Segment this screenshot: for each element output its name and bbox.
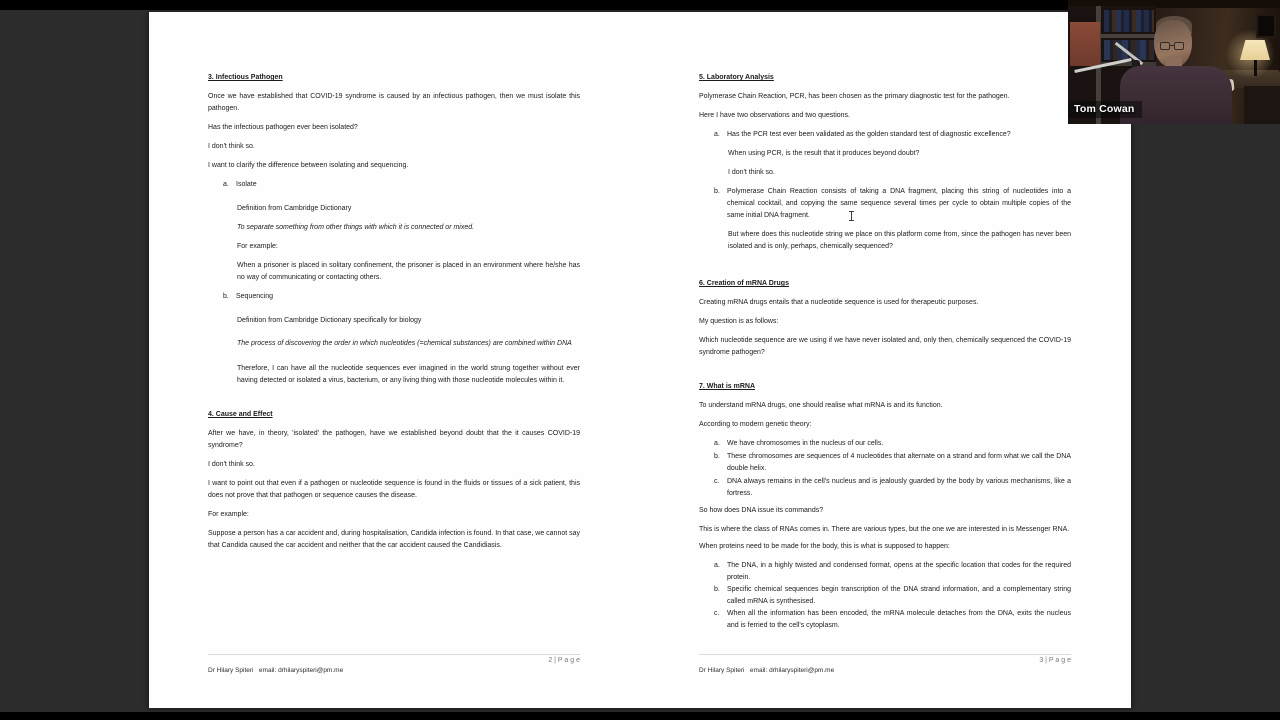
list-marker: a. <box>714 131 720 138</box>
page-number: 2 | P a g e <box>548 657 580 664</box>
doc-paragraph: This is where the class of RNAs comes in. There are various types, but the one we are interested in is Messenger RNA. <box>699 526 1070 533</box>
doc-paragraph: My question is as follows: <box>699 318 779 325</box>
doc-heading: 3. Infectious Pathogen <box>208 74 283 81</box>
page-3-footer <box>699 654 1071 674</box>
shared-document <box>149 12 1131 708</box>
doc-paragraph: Suppose a person has a car accident and, during hospitalisation, Candida infection is found. In that case, we cannot say that Candida caused the car accident and neither that the car accident caused the Candidiasis. <box>208 530 581 549</box>
doc-sub-paragraph: The process of discovering the order in which nucleotides (=chemical substances) are combined within DNA <box>237 340 572 347</box>
doc-paragraph: Creating mRNA drugs entails that a nucleotide sequence is used for therapeutic purposes. <box>699 299 979 306</box>
list-marker: b. <box>714 188 720 195</box>
doc-sub-paragraph: When using PCR, is the result that it produces beyond doubt? <box>728 150 920 157</box>
page-number: 3 | P a g e <box>1039 657 1071 664</box>
doc-paragraph: For example: <box>208 511 249 518</box>
document-page-2 <box>149 12 640 708</box>
books-row <box>1104 40 1154 60</box>
webcam-video-tile[interactable] <box>1068 0 1280 124</box>
doc-paragraph: I want to point out that even if a pathogen or nucleotide sequence is found in the fluids or tissues of a sick patient, this does not prove that that pathogen or sequence causes the disease. <box>208 480 580 499</box>
doc-paragraph: I don't think so. <box>208 143 255 150</box>
doc-paragraph: So how does DNA issue its commands? <box>699 507 824 514</box>
doc-paragraph: Has the infectious pathogen ever been isolated? <box>208 124 358 131</box>
doc-list-item <box>714 476 1071 500</box>
doc-paragraph: Polymerase Chain Reaction, PCR, has been chosen as the primary diagnostic test for the pathogen. <box>699 93 1010 100</box>
shelf-board <box>1098 34 1156 38</box>
author-line: Dr Hilary Spiteri email: drhilaryspiteri@pm.me <box>208 667 344 674</box>
doc-list-item <box>714 451 1071 475</box>
doc-list-item <box>223 291 580 303</box>
list-marker: a. <box>223 181 229 188</box>
doc-paragraph: Which nucleotide sequence are we using if we have never isolated and, only then, chemically sequenced the COVID-19 syndrome pathogen? <box>699 337 1071 356</box>
list-text: Isolate <box>236 181 257 188</box>
doc-sub-paragraph: Therefore, I can have all the nucleotide sequences ever imagined in the world strung together without ever having detected or isolated a virus, bacterium, or any living thing with those nucleotide molecules within it. <box>237 365 580 384</box>
text-cursor-icon <box>848 211 855 221</box>
page-3-content <box>699 72 1071 632</box>
document-page-3 <box>640 12 1131 708</box>
doc-paragraph: To understand mRNA drugs, one should realise what mRNA is and its function. <box>699 402 943 409</box>
doc-sub-paragraph: But where does this nucleotide string we place on this platform come from, since the pathogen has never been isolated and is only, perhaps, chemically sequenced? <box>728 231 1071 250</box>
list-text: Polymerase Chain Reaction consists of taking a DNA fragment, placing this string of nucleotides into a chemical cocktail, and copying the same sequence several times per cycle to obtain multiple copies of the same initial DNA fragment. <box>727 188 1071 219</box>
doc-paragraph: Once we have established that COVID-19 syndrome is caused by an infectious pathogen, then we must isolate this pathogen. <box>208 93 580 112</box>
doc-paragraph: After we have, in theory, 'isolated' the pathogen, have we established beyond doubt that the it causes COVID-19 syndrome? <box>208 430 580 449</box>
doc-paragraph: Here I have two observations and two questions. <box>699 112 850 119</box>
participant-name-label: Tom Cowan <box>1068 101 1142 118</box>
doc-sub-paragraph: For example: <box>237 243 278 250</box>
doc-sub-paragraph: I don't think so. <box>728 169 775 176</box>
doc-list-item <box>714 438 1071 450</box>
wall-art <box>1070 22 1100 66</box>
doc-paragraph: According to modern genetic theory: <box>699 421 812 428</box>
doc-list-item <box>714 560 1071 584</box>
list-marker: b. <box>714 453 720 460</box>
list-text: Specific chemical sequences begin transcription of the DNA strand information, and a complementary string called mRNA is synthesised. <box>727 586 1071 605</box>
list-text: Has the PCR test ever been validated as the golden standard test of diagnostic excellence? <box>727 131 1011 138</box>
list-marker: a. <box>714 440 720 447</box>
letterbox-bottom <box>0 712 1280 720</box>
doc-sub-paragraph: Definition from Cambridge Dictionary <box>237 205 352 212</box>
list-text: We have chromosomes in the nucleus of our cells. <box>727 440 884 447</box>
doc-heading: 5. Laboratory Analysis <box>699 74 774 81</box>
nightstand <box>1244 86 1280 124</box>
list-marker: b. <box>714 586 720 593</box>
doc-paragraph: I want to clarify the difference between isolating and sequencing. <box>208 162 409 169</box>
list-marker: b. <box>223 293 229 300</box>
doc-sub-paragraph: Definition from Cambridge Dictionary specifically for biology <box>237 317 422 324</box>
doc-paragraph: I don't think so. <box>208 461 255 468</box>
doc-list-item <box>714 129 1071 141</box>
doc-paragraph: When proteins need to be made for the body, this is what is supposed to happen: <box>699 543 950 550</box>
doc-sub-paragraph: When a prisoner is placed in solitary confinement, the prisoner is placed in an environment where he/she has no way of communicating or contacting others. <box>237 262 580 281</box>
author-line: Dr Hilary Spiteri email: drhilaryspiteri@pm.me <box>699 667 835 674</box>
list-marker: c. <box>714 478 720 485</box>
list-marker: a. <box>714 562 720 569</box>
list-marker: c. <box>714 610 720 617</box>
page-2-footer <box>208 654 580 674</box>
page-2-content <box>208 72 580 552</box>
books-row <box>1104 10 1154 32</box>
doc-sub-paragraph: To separate something from other things with which it is connected or mixed. <box>237 224 475 231</box>
list-text: DNA always remains in the cell's nucleus and is jealously guarded by the body by various mechanisms, like a fortress. <box>727 478 1071 497</box>
doc-heading: 7. What is mRNA <box>699 383 756 390</box>
picture-frame <box>1256 14 1276 38</box>
doc-list-item <box>714 584 1071 608</box>
glasses-icon <box>1174 42 1184 50</box>
doc-list-item <box>223 179 580 191</box>
doc-list-item <box>714 608 1071 632</box>
list-text: These chromosomes are sequences of 4 nucleotides that alternate on a strand and form what we call the DNA double helix. <box>727 453 1071 472</box>
doc-list-item <box>714 186 1071 222</box>
list-text: Sequencing <box>236 293 273 300</box>
lamp-stem <box>1254 60 1257 76</box>
glasses-icon <box>1160 42 1170 50</box>
doc-heading: 6. Creation of mRNA Drugs <box>699 280 789 287</box>
doc-heading: 4. Cause and Effect <box>208 411 273 418</box>
list-text: The DNA, in a highly twisted and condensed format, opens at the specific location that codes for the required protein. <box>727 562 1071 581</box>
list-text: When all the information has been encoded, the mRNA molecule detaches from the DNA, exits the nucleus and is ferried to the cell's cytoplasm. <box>727 610 1071 629</box>
glasses-bridge <box>1170 45 1174 46</box>
